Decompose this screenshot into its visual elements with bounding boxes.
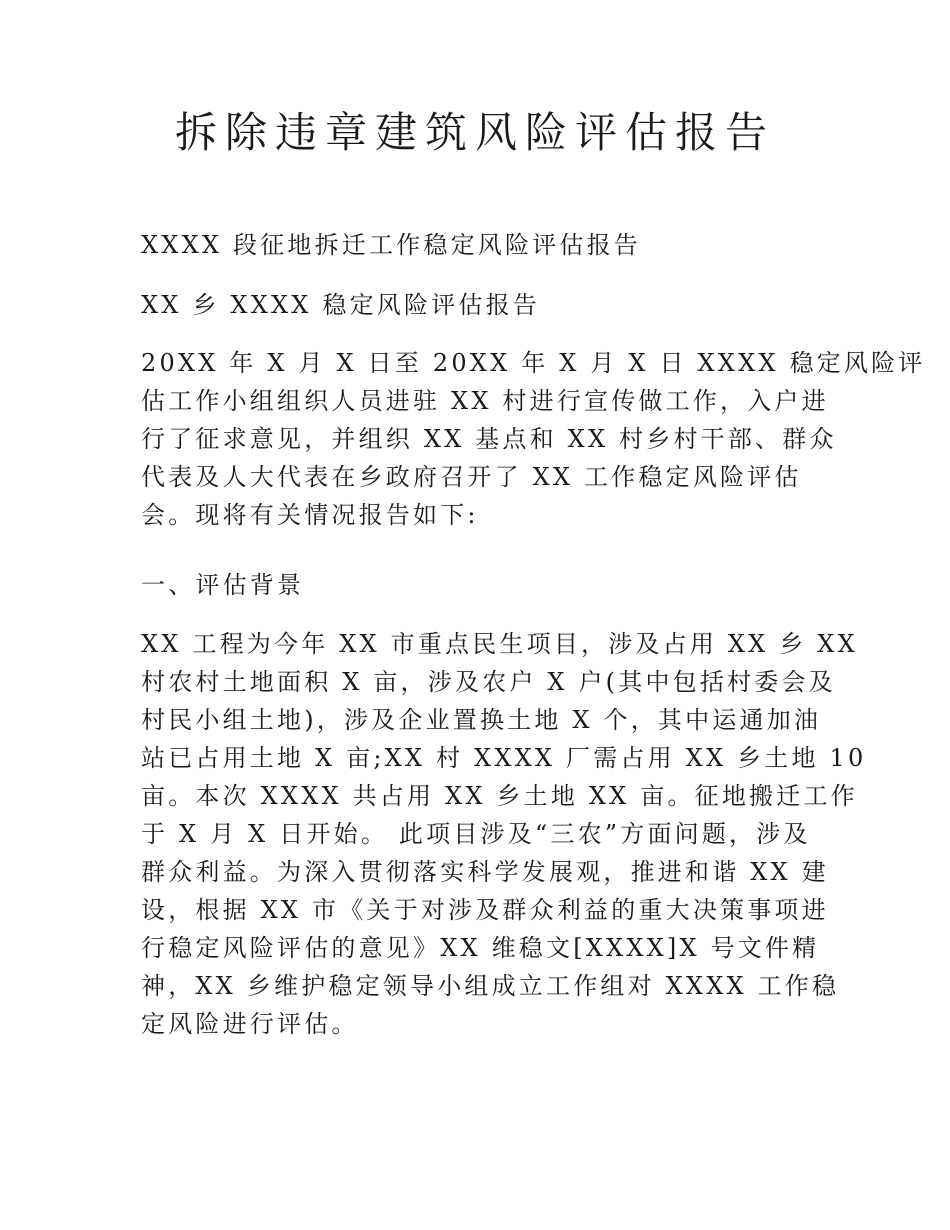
- document-title: 拆除违章建筑风险评估报告: [174, 108, 775, 157]
- paragraph-line: 神，XX 乡维护稳定领导小组成立工作组对 XXXX 工作稳: [141, 972, 840, 1000]
- paragraph-line: 亩。本次 XXXX 共占用 XX 乡土地 XX 亩。征地搬迁工作: [141, 782, 858, 810]
- intro-paragraph: [141, 344, 926, 534]
- section-heading: [141, 566, 811, 604]
- paragraph-line: 会。现将有关情况报告如下:: [141, 501, 479, 529]
- paragraph-line: 村农村土地面积 X 亩，涉及农户 X 户(其中包括村委会及: [141, 668, 836, 696]
- paragraph-line: 于 X 月 X 日开始。 此项目涉及“三农”方面问题，涉及: [141, 820, 811, 848]
- paragraph-line: XX 工程为今年 XX 市重点民生项目，涉及占用 XX 乡 XX: [141, 630, 858, 658]
- paragraph-line: 行稳定风险评估的意见》XX 维稳文[XXXX]X 号文件精: [141, 934, 820, 962]
- subtitle-text: XX 乡 XXXX 稳定风险评估报告: [141, 291, 541, 319]
- paragraph-line: 站已占用土地 X 亩;XX 村 XXXX 厂需占用 XX 乡土地 10: [141, 744, 867, 772]
- paragraph-line: 估工作小组组织人员进驻 XX 村进行宣传做工作，入户进: [141, 387, 829, 415]
- paragraph-line: 群众利益。为深入贯彻落实科学发展观，推进和谐 XX 建: [141, 858, 829, 886]
- section-heading-text: 一、评估背景: [141, 571, 305, 599]
- paragraph-line: 村民小组土地)，涉及企业置换土地 X 个，其中运通加油: [141, 706, 822, 734]
- subtitle-line-2: [141, 286, 811, 324]
- paragraph-line: 行了征求意见，并组织 XX 基点和 XX 村乡村干部、群众: [141, 425, 837, 453]
- subtitle-text: XXXX 段征地拆迁工作稳定风险评估报告: [141, 231, 641, 259]
- paragraph-line: 20XX 年 X 月 X 日至 20XX 年 X 月 X 日 XXXX 稳定风险评: [141, 349, 926, 377]
- paragraph-line: 设，根据 XX 市《关于对涉及群众利益的重大决策事项进: [141, 896, 829, 924]
- paragraph-line: 代表及人大代表在乡政府召开了 XX 工作稳定风险评估: [141, 463, 802, 491]
- subtitle-line-1: [141, 226, 811, 264]
- paragraph-line: 定风险进行评估。: [141, 1010, 359, 1038]
- background-paragraph: [141, 625, 867, 1043]
